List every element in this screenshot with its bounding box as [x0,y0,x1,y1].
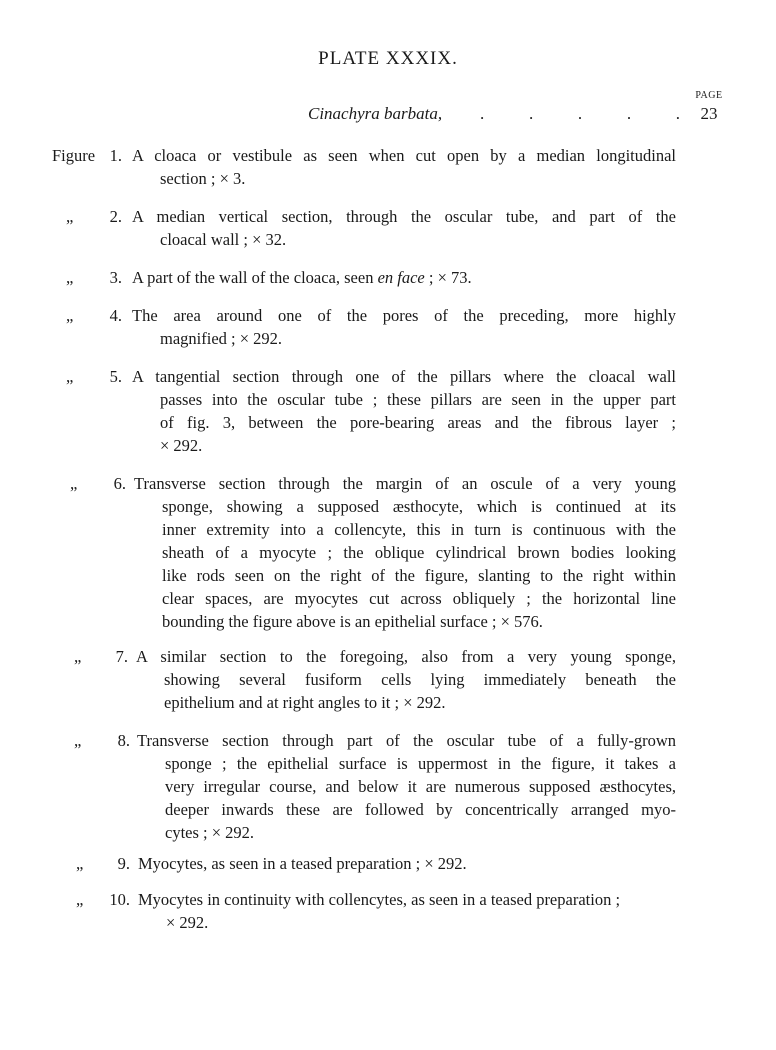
leader-dots [480,104,680,124]
caption-line: sponge, showing a supposed æsthocyte, which is continued at its [162,497,676,516]
caption-line: very irregular course, and below it are numerous supposed æsthocytes, [165,777,676,796]
caption-line: bounding the figure above is an epithelial surface ; × 576. [162,612,543,631]
figure-caption [138,888,676,934]
figure-caption [132,144,676,190]
caption-line: of fig. 3, between the pore-bearing areas and the fibrous layer ; [160,413,676,432]
caption-line: passes into the oscular tube ; these pillars are seen in the upper part [160,390,676,409]
figure-number: 3. [109,268,122,287]
caption-line: showing several fusiform cells lying immediately beneath the [164,670,676,689]
caption-line: The area around one of the pores of the preceding, more highly [132,306,676,325]
caption-line: clear spaces, are myocytes cut across obliquely ; the horizontal line [162,589,676,608]
leader-dot: . [480,104,485,123]
figure-prefix: „ [74,731,82,750]
caption-line: epithelium and at right angles to it ; × 292. [164,693,446,712]
page-column-header: PAGE [695,90,723,101]
caption-line: × 292. [166,913,209,932]
caption-line: Transverse section through part of the oscular tube of a fully-grown [137,731,676,750]
plate-title: PLATE XXXIX. [318,48,458,69]
figure-caption [132,266,676,289]
caption-line: A similar section to the foregoing, also from a very young sponge, [136,647,676,666]
caption-line: cytes ; × 292. [165,823,255,842]
figure-prefix: „ [66,367,74,386]
caption-line: cloacal wall ; × 32. [160,230,287,249]
figure-caption [138,852,676,875]
figure-prefix: Figure [52,146,96,165]
figure-entry-6 [0,472,776,633]
caption-line: A cloaca or vestibule as seen when cut open by a median longitudinal [132,146,676,165]
figure-number: 10. [109,890,130,909]
figure-caption [136,645,676,714]
figure-number: 2. [109,207,122,226]
species-entry [300,104,728,130]
caption-line: deeper inwards these are followed by concentrically arranged myo- [165,800,676,819]
figure-prefix: „ [66,207,74,226]
figure-caption [132,304,676,350]
caption-line: A part of the wall of the cloaca, seen en face ; × 73. [132,268,472,287]
caption-line: A tangential section through one of the pillars where the cloacal wall [132,367,676,386]
caption-line: Transverse section through the margin of an oscule of a very young [134,474,676,493]
figure-prefix: „ [66,268,74,287]
figure-entry-3 [0,266,776,289]
caption-line: sponge ; the epithelial surface is uppermost in the figure, it takes a [165,754,676,773]
figure-caption [132,365,676,457]
caption-line: A median vertical section, through the oscular tube, and part of the [132,207,676,226]
leader-dot: . [528,104,534,123]
figure-prefix: „ [76,854,84,873]
figure-entry-5 [0,365,776,457]
figure-number: 6. [113,474,126,493]
figure-number: 4. [109,306,122,325]
leader-dot: . [675,104,680,123]
figure-entry-1 [0,144,776,190]
figure-entry-2 [0,205,776,251]
caption-line: like rods seen on the right of the figure, slanting to the right within [162,566,676,585]
species-page-number: 23 [700,104,718,123]
caption-line: inner extremity into a collencyte, this in turn is continuous with the [162,520,676,539]
figure-prefix: „ [76,890,84,909]
species-name: Cinachyra barbata, [308,104,443,123]
leader-dot: . [577,104,583,123]
figure-entry-9 [0,852,776,875]
caption-line: Myocytes in continuity with collencytes, as seen in a teased preparation ; [138,890,621,909]
italic-phrase: en face [377,268,425,287]
figure-caption [137,729,676,844]
figure-caption [132,205,676,251]
figure-prefix: „ [70,474,78,493]
figure-number: 5. [109,367,122,386]
figure-entry-10 [0,888,776,934]
figure-prefix: „ [74,647,82,666]
figure-entry-7 [0,645,776,714]
figure-number: 9. [117,854,130,873]
caption-line: Myocytes, as seen in a teased preparation ; × 292. [138,854,467,873]
figure-caption [134,472,676,633]
leader-dot: . [626,104,632,123]
figure-number: 1. [109,146,122,165]
caption-line: × 292. [160,436,203,455]
figure-entry-8 [0,729,776,844]
caption-line: section ; × 3. [160,169,246,188]
figure-prefix: „ [66,306,74,325]
caption-line: sheath of a myocyte ; the oblique cylindrical brown bodies looking [162,543,676,562]
figure-number: 7. [115,647,128,666]
figure-entry-4 [0,304,776,350]
figure-number: 8. [117,731,130,750]
caption-line: magnified ; × 292. [160,329,283,348]
